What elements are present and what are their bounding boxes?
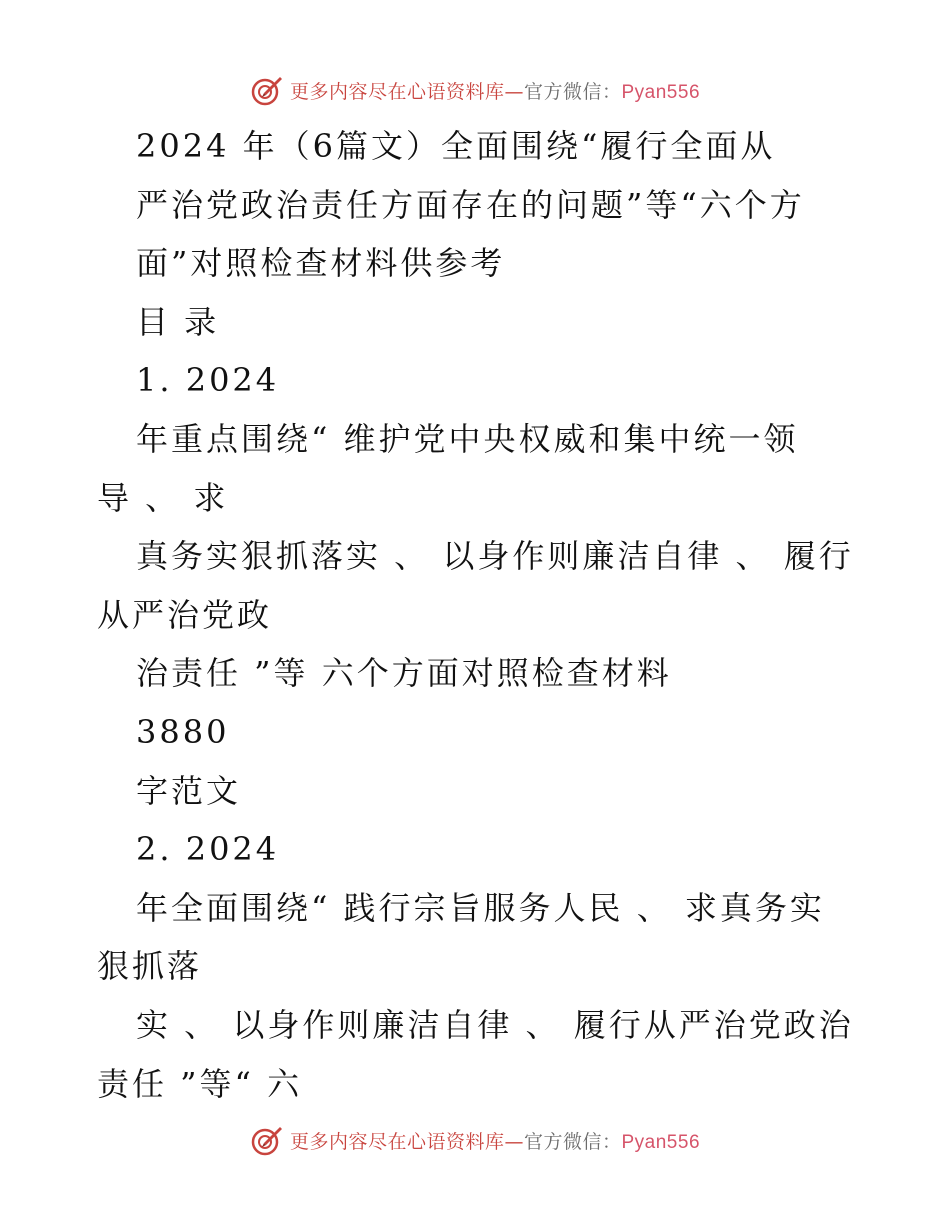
toc-item-1-wordcount: 3880	[136, 712, 230, 751]
toc-item-1-line-6: 字范文	[136, 771, 242, 810]
toc-item-2-line-3: 实 、 以身作则廉洁自律 、 履行从严治党政治	[136, 1005, 854, 1044]
header-banner	[0, 70, 950, 110]
toc-item-1-line-1: 年重点围绕“ 维护党中央权威和集中统一领	[136, 419, 799, 458]
document-body	[0, 117, 950, 1113]
toc-item-2-number: 2. 2024	[136, 830, 280, 869]
banner-slogan: 更多内容尽在心语资料库—	[289, 80, 524, 103]
title-line-1: 2024 年（6篇文）全面围绕“履行全面从	[136, 127, 776, 165]
title-line-3: 面”对照检查材料供参考	[136, 244, 506, 283]
toc-item-2-line-1: 年全面围绕“ 践行宗旨服务人民 、 求真务实	[136, 888, 825, 927]
banner-wechat-id-footer: Pyan556	[621, 1131, 701, 1153]
banner-slogan-footer: 更多内容尽在心语资料库—	[289, 1130, 524, 1153]
toc-item-1-line-5: 治责任 ”等 六个方面对照检查材料	[136, 654, 672, 693]
banner-text-footer	[290, 1127, 700, 1154]
pen-logo-icon	[250, 73, 284, 107]
toc-item-2-line-2: 狠抓落	[97, 947, 203, 986]
title-line-2: 严治党政治责任方面存在的问题”等“六个方	[136, 185, 805, 224]
banner-inner	[250, 73, 700, 107]
banner-inner-footer	[250, 1123, 700, 1157]
toc-heading: 目 录	[136, 302, 220, 341]
toc-item-1-number: 1. 2024	[136, 361, 280, 400]
toc-item-1-line-2: 导 、 求	[97, 478, 229, 517]
footer-banner	[0, 1120, 950, 1160]
toc-item-1-line-4: 从严治党政	[97, 595, 273, 634]
banner-text	[290, 77, 700, 104]
banner-wechat-label-footer: 官方微信：	[523, 1130, 622, 1153]
toc-item-1-line-3: 真务实狠抓落实 、 以身作则廉洁自律 、 履行	[136, 537, 854, 576]
banner-wechat-id: Pyan556	[621, 81, 701, 103]
toc-item-2-line-4: 责任 ”等“ 六	[97, 1064, 303, 1103]
pen-logo-icon	[250, 1123, 284, 1157]
banner-wechat-label: 官方微信：	[523, 80, 622, 103]
